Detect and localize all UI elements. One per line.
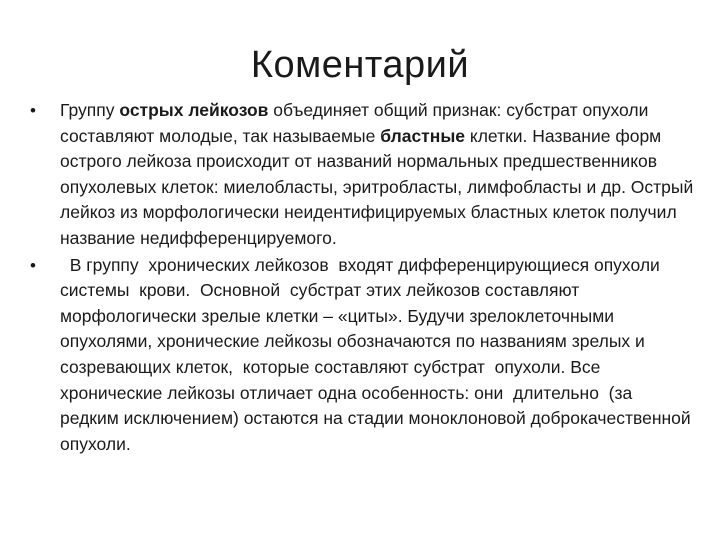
bullet-2-part-1: В группу хронических лейкозов входят дифференцирующиеся опухоли системы крови. Основной субстрат этих лейкозов составляют морфологически зрелые клетки – «циты». Будучи зрелоклеточными опухолями, хронические лейкозы обозначаются по названиям зрелых и созревающих клеток, которые составляют субстрат опухоли. Все хронические лейкозы отличает одна особенность: они длительно (за редким исключением) остаются на стадии моноклоновой доброкачественной опухоли.: [60, 254, 696, 454]
bullet-text-2: [60, 255, 696, 454]
bullet-text-1: [60, 100, 693, 248]
bullet-1-bold-term-acute-leukemia: острых лейкозов: [119, 100, 269, 120]
bullet-1-bold-term-blast: бластные: [380, 125, 465, 146]
slide-title: Коментарий: [250, 44, 470, 86]
bullet-item-2: [30, 253, 696, 458]
bullet-list: [30, 98, 696, 458]
bullet-1-part-5: клетки. Название форм острого лейкоза происходит от названий нормальных предшественников опухолевых клеток: миелобласты, эритробласты, лимфобласты и др. Острый лейкоз из морфологически неидентифицируемых бластных клеток получил название недифференцируемого.: [60, 125, 694, 248]
bullet-marker-icon: •: [30, 255, 36, 275]
bullet-1-part-3: объединяет общий признак: субстрат опухоли составляют молодые, так называемые: [60, 100, 649, 146]
bullet-item-1: [30, 98, 695, 252]
bullet-1-part-1: Группу: [60, 100, 120, 120]
bullet-marker-icon: •: [30, 101, 36, 120]
